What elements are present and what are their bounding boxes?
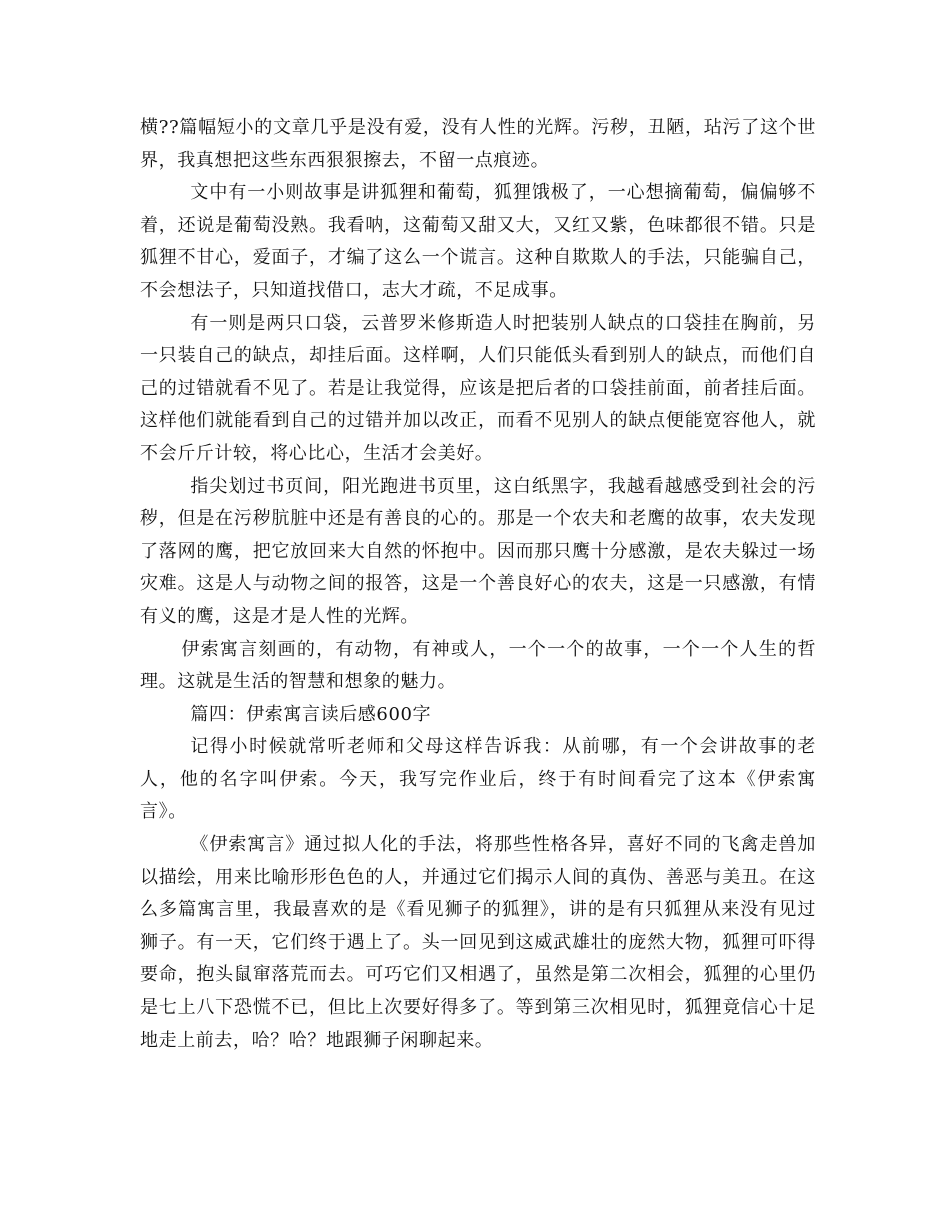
paragraph-5: 伊索寓言刻画的，有动物，有神或人，一个一个的故事，一个一个人生的哲理。这就是生活的智慧和想象的魅力。	[140, 638, 816, 693]
paragraph-4: 指尖划过书页间，阳光跑进书页里，这白纸黑字，我越看越感受到社会的污秽，但是在污秽肮脏中还是有善良的心的。那是一个农夫和老鹰的故事，农夫发现了落网的鹰，把它放回来大自然的怀抱中。因而那只鹰十分感激，是农夫躲过一场灾难。这是人与动物之间的报答，这是一个善良好心的农夫，这是一只感激，有情有义的鹰，这是才是人性的光辉。	[140, 475, 816, 627]
paragraph-2: 文中有一小则故事是讲狐狸和葡萄，狐狸饿极了，一心想摘葡萄，偏偏够不着，还说是葡萄没熟。我看呐，这葡萄又甜又大，又红又紫，色味都很不错。只是狐狸不甘心，爱面子，才编了这么一个谎言。这种自欺欺人的手法，只能骗自己，不会想法子，只知道找借口，志大才疏，不足成事。	[140, 182, 816, 301]
paragraph-1: 横??篇幅短小的文章几乎是没有爱，没有人性的光辉。污秽，丑陋，玷污了这个世界，我真想把这些东西狠狠擦去，不留一点痕迹。	[140, 117, 816, 171]
paragraph-3: 有一则是两只口袋，云普罗米修斯造人时把装别人缺点的口袋挂在胸前，另一只装自己的缺点，却挂后面。这样啊，人们只能低头看到别人的缺点，而他们自己的过错就看不见了。若是让我觉得，应该是把后者的口袋挂前面，前者挂后面。这样他们就能看到自己的过错并加以改正，而看不见别人的缺点便能宽容他人，就不会斤斤计较，将心比心，生活才会美好。	[140, 312, 816, 464]
paragraph-7: 《伊索寓言》通过拟人化的手法，将那些性格各异，喜好不同的飞禽走兽加以描绘，用来比喻形形色色的人，并通过它们揭示人间的真伪、善恶与美丑。在这么多篇寓言里，我最喜欢的是《看见狮子的狐狸》，讲的是有只狐狸从来没有见过狮子。有一天，它们终于遇上了。头一回见到这威武雄壮的庞然大物，狐狸可吓得要命，抱头鼠窜落荒而去。可巧它们又相遇了，虽然是第二次相会，狐狸的心里仍是七上八下恐慌不已，但比上次要好得多了。等到第三次相见时，狐狸竟信心十足地走上前去，哈？哈？地跟狮子闲聊起来。	[140, 834, 816, 1051]
section-heading: 篇四：伊索寓言读后感600字	[190, 703, 432, 725]
paragraph-6: 记得小时候就常听老师和父母这样告诉我：从前哪，有一个会讲故事的老人，他的名字叫伊索。今天，我写完作业后，终于有时间看完了这本《伊索寓言》。	[140, 736, 816, 823]
document-body	[140, 112, 816, 1057]
